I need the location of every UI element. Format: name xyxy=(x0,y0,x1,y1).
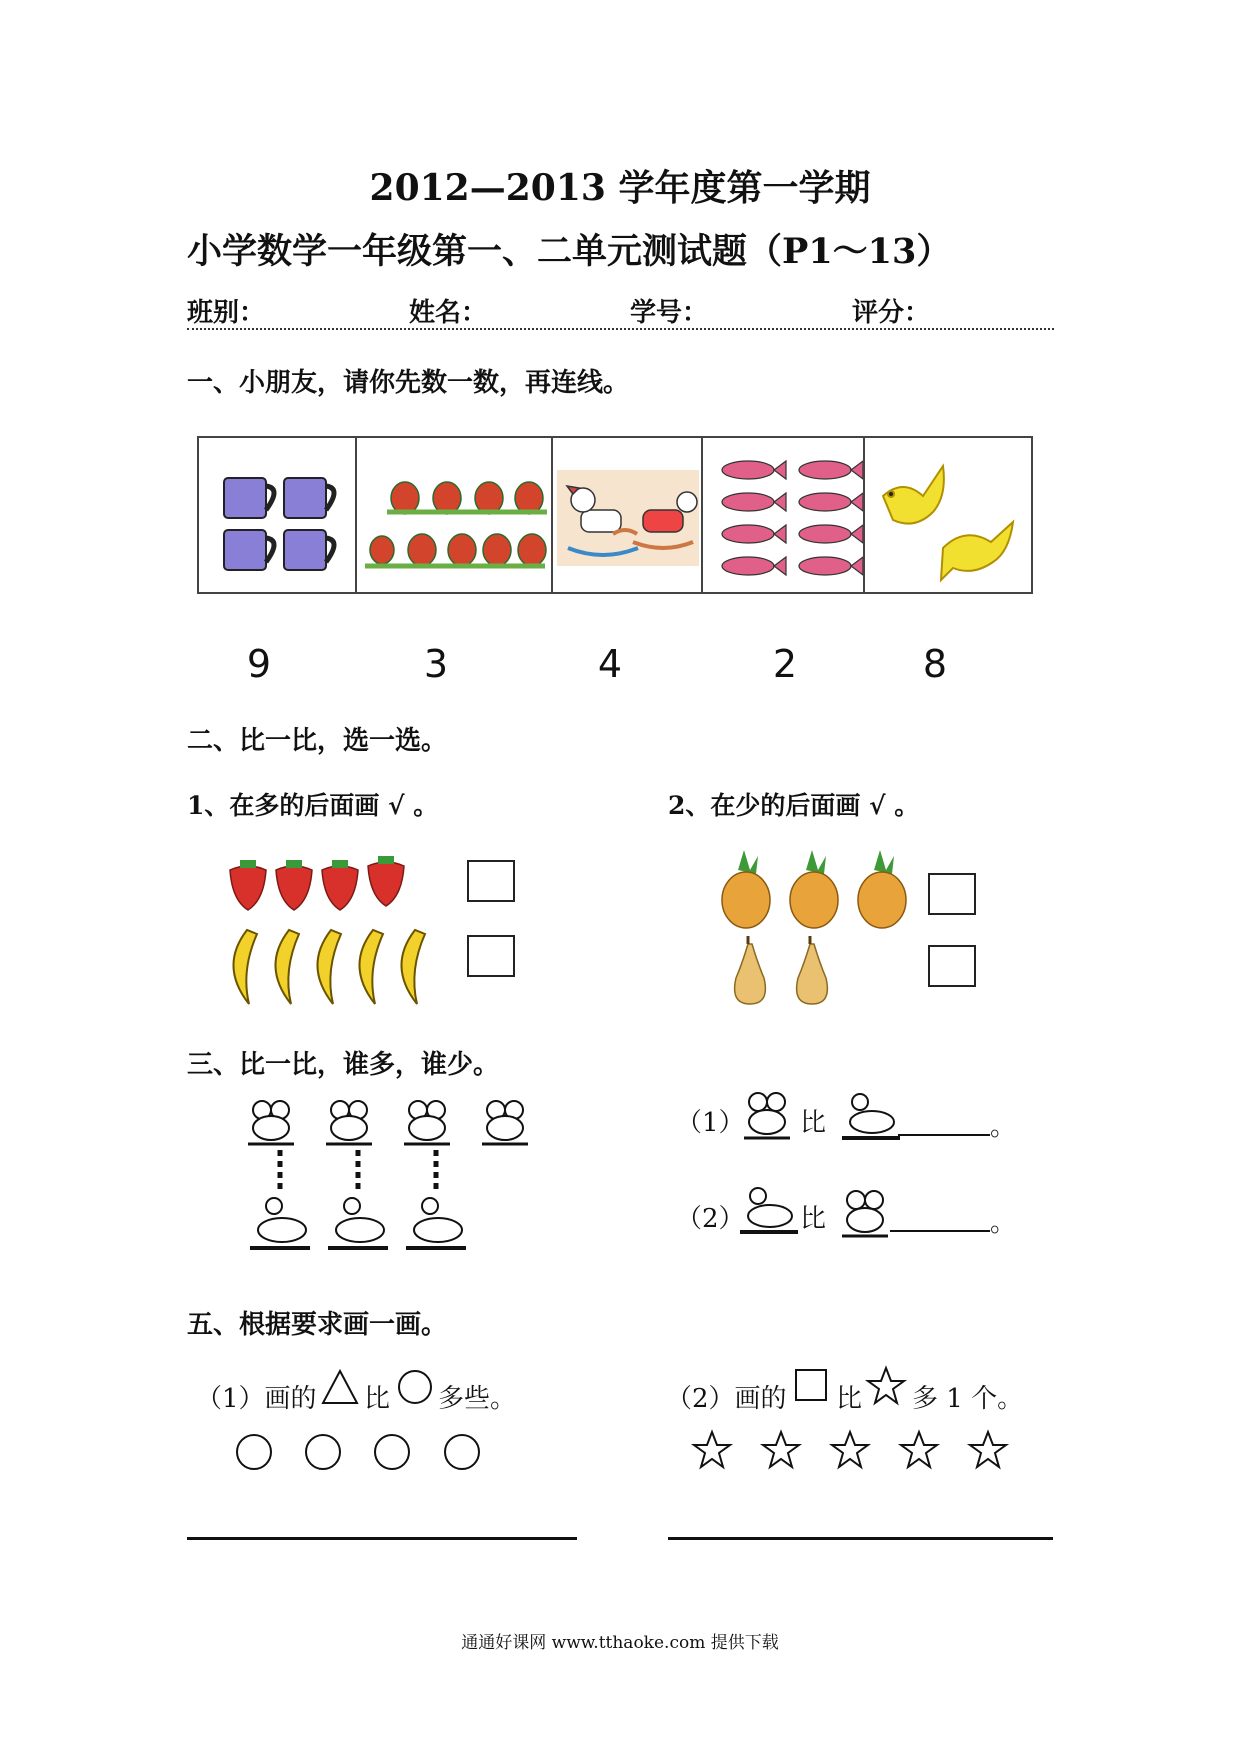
footer-credit: 通通好课网 www.tthaoke.com 提供下载 xyxy=(461,1633,779,1653)
star-icon xyxy=(866,1366,906,1410)
stars-row xyxy=(690,1428,1020,1480)
compare-1-bi: 比 xyxy=(800,1108,827,1138)
duck-icon xyxy=(842,1092,902,1146)
draw-2-text-a: （2）画的 xyxy=(666,1384,787,1414)
info-line xyxy=(187,292,1054,330)
cups-icon xyxy=(199,438,357,592)
student-id-field-label: 学号： xyxy=(630,298,709,328)
pineapples-icon xyxy=(718,850,908,934)
count-number: 4 xyxy=(597,642,623,686)
question-more: 1、在多的后面画 √ 。 xyxy=(187,791,439,820)
drawing-line-left[interactable] xyxy=(187,1537,577,1540)
answer-line-2[interactable] xyxy=(890,1230,990,1232)
page-subtitle: 小学数学一年级第一、二单元测试题（P1～13） xyxy=(187,231,952,272)
compare-1-number: （1） xyxy=(676,1108,745,1138)
rocking-horses-icon xyxy=(553,438,703,592)
class-field-label: 班别： xyxy=(187,298,266,328)
section3-heading: 三、比一比，谁多，谁少。 xyxy=(187,1050,500,1080)
count-number: 3 xyxy=(423,642,449,686)
page-title: 2012—2013 学年度第一学期 xyxy=(369,167,871,209)
pears-icon xyxy=(728,936,848,1010)
frog-icon xyxy=(840,1190,890,1242)
draw-1-text-a: （1）画的 xyxy=(196,1384,317,1414)
circles-row xyxy=(234,1432,494,1480)
picture-strip xyxy=(197,436,1033,594)
count-number: 2 xyxy=(772,642,798,686)
fish-icon xyxy=(703,438,865,592)
compare-2-bi: 比 xyxy=(800,1204,827,1234)
drawing-line-right[interactable] xyxy=(668,1537,1053,1540)
frogs-ducks-illustration xyxy=(248,1100,548,1264)
square-icon xyxy=(794,1368,828,1406)
frog-icon xyxy=(742,1092,792,1144)
draw-1-text-b: 比 xyxy=(364,1384,391,1414)
draw-2-text-b: 比 xyxy=(836,1384,863,1414)
score-field-label: 评分： xyxy=(852,298,931,328)
answer-box-banana[interactable] xyxy=(467,935,515,977)
answer-line-1[interactable] xyxy=(898,1134,990,1136)
section1-heading: 一、小朋友，请你先数一数，再连线。 xyxy=(187,368,630,398)
answer-box-pineapple[interactable] xyxy=(928,873,976,915)
birds-icon xyxy=(865,438,1031,592)
compare-2-number: （2） xyxy=(676,1204,745,1234)
count-number: 9 xyxy=(246,642,272,686)
strawberries-icon xyxy=(222,852,412,916)
compare-2-end: 。 xyxy=(990,1208,1017,1238)
duck-icon xyxy=(740,1186,800,1240)
circle-icon xyxy=(396,1368,434,1410)
draw-1-text-c: 多些。 xyxy=(438,1384,517,1414)
compare-1-end: 。 xyxy=(990,1112,1017,1142)
section5-heading: 五、根据要求画一画。 xyxy=(187,1310,448,1340)
count-number: 8 xyxy=(922,642,948,686)
snails-icon xyxy=(357,438,553,592)
name-field-label: 姓名： xyxy=(409,298,488,328)
draw-2-text-c: 多 1 个。 xyxy=(912,1384,1024,1414)
section2-heading: 二、比一比，选一选。 xyxy=(187,726,448,756)
answer-box-pear[interactable] xyxy=(928,945,976,987)
bananas-icon xyxy=(217,926,427,1010)
triangle-icon xyxy=(320,1368,360,1410)
question-less: 2、在少的后面画 √ 。 xyxy=(668,791,920,820)
answer-box-strawberry[interactable] xyxy=(467,860,515,902)
